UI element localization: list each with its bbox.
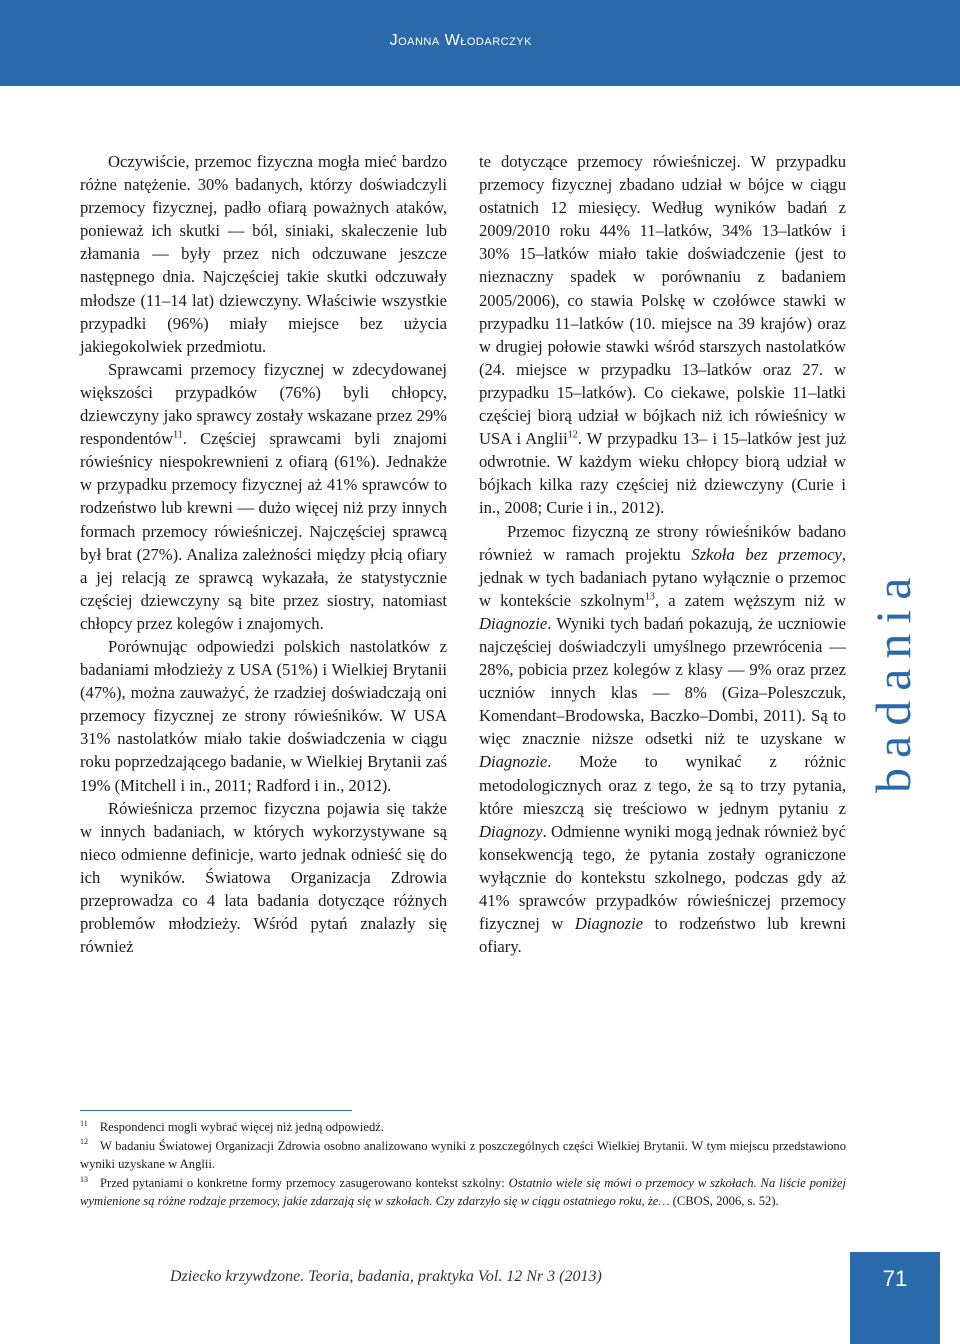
paragraph: Sprawcami przemocy fizycznej w zdecydowanej większości przypadków (76%) byli chłopcy, dziewczyny jako sprawcy zostały wskazane przez 29% respondentów$^{11}$. Częściej sprawcami byli znajomi rówieśnicy niespokrewnieni z ofiarą (61%). Jednakże w przypadku przemocy fizycznej aż 41% sprawców to rodzeństwo lub krewni — dużo więcej niż przy innych formach przemocy rówieśniczej. Najczęściej sprawcą był brat (27%). Analiza zależności między płcią ofiary a jej relacją ze sprawcą wykazała, że statystycznie częściej dziewczyny są bite przez siostry, natomiast chłopcy przez kolegów i znajomych.: [80, 359, 447, 633]
footnote-ref-12[interactable]: 12: [567, 429, 578, 441]
paragraph: Przemoc fizyczną ze strony rówieśników badano również w ramach projektu Szkoła bez przemocy, jednak w tych badaniach pytano wyłącznie o przemoc w kontekście szkolnym$^{13}$, a zatem węższym niż w Diagnozie. Wyniki tych badań pokazują, że uczniowie najczęściej doświadczyli umyślnego przewrócenia — 28%, pobicia przez kolegów z klasy — 9% oraz przez uczniów innych klas — 8% (Giza–Poleszczuk, Komendant–Brodowska, Baczko–Dombi, 2011). Są to więc znacznie niższe odsetki niż te uzyskane w Diagnozie. Może to wynikać z różnic metodologicznych oraz z tego, że są to trzy pytania, które mieszczą się treściowo w jednym pytaniu z Diagnozy. Odmienne wyniki mogą jednak również być konsekwencją tego, że pytania zostały ograniczone wyłącznie do kontekstu szkolnego, podczas gdy aż 41% sprawców przypadków rówieśniczej przemocy fizycznej w Diagnozie to rodzeństwo lub krewni ofiary.: [479, 521, 846, 957]
footnote-12: $^{12}$ W badaniu Światowej Organizacji Zdrowia osobno analizowano wyniki z poszczególnych części Wielkiej Brytanii. W tym miejscu przedstawiono wyniki uzyskane w Anglii.: [80, 1137, 846, 1172]
left-column: [80, 150, 447, 958]
paragraph: Oczywiście, przemoc fizyczna mogła mieć bardzo różne natężenie. 30% badanych, którzy doświadczyli przemocy fizycznej, padło ofiarą poważnych ataków, ponieważ ich skutki — ból, siniaki, skaleczenie lub złamania — były przez nich odczuwane jeszcze następnego dnia. Najczęściej takie skutki odczuwały młodsze (11–14 lat) dziewczyny. Właściwie wszystkie przypadki (96%) miały miejsce bez użycia jakiegokolwiek przedmiotu.: [80, 152, 447, 356]
header-bar: [0, 0, 960, 86]
footnote-ref-13[interactable]: 13: [644, 591, 655, 603]
footnote-divider: [80, 1110, 352, 1111]
footnotes: [80, 1118, 846, 1211]
paragraph: te dotyczące przemocy rówieśniczej. W przypadku przemocy fizycznej zbadano udział w bójce w ciągu ostatnich 12 miesięcy. Według wyników badań z 2009/2010 roku 44% 11–latków, 34% 13–latków i 30% 15–latków miało takie doświadczenie (jest to nieznaczny spadek w porównaniu z badaniem 2005/2006), co stawia Polskę w czołówce stawki w przypadku 11–latków (10. miejsce na 39 krajów) oraz w drugiej połowie stawki wśród starszych nastolatków (24. miejsce w przypadku 13–latków oraz 27. w przypadku 15–latków). Co ciekawe, polskie 11–latki częściej biorą udział w bójkach niż ich rówieśnicy w USA i Anglii$^{12}$. W przypadku 13– i 15–latków jest już odwrotnie. W każdym wieku chłopcy biorą udział w bójkach kilka razy częściej niż dziewczyny (Curie i in., 2008; Curie i in., 2012).: [479, 152, 846, 518]
paragraph: Rówieśnicza przemoc fizyczna pojawia się także w innych badaniach, w których wykorzystywane są nieco odmienne definicje, warto jednak odnieść się do ich wyników. Światowa Organizacja Zdrowia przeprowadza co 4 lata badania dotyczące różnych problemów młodzieży. Wśród pytań znalazły się również: [80, 798, 447, 957]
paragraph: Porównując odpowiedzi polskich nastolatków z badaniami młodzieży z USA (51%) i Wielkiej Brytanii (47%), można zauważyć, że rzadziej doświadczają oni przemocy fizycznej ze strony rówieśników. W USA 31% nastolatków miało takie doświadczenia w ciągu roku poprzedzającego badanie, w Wielkiej Brytanii zaś 19% (Mitchell i in., 2011; Radford i in., 2012).: [80, 636, 447, 795]
running-head-author: Joanna Włodarczyk: [389, 32, 532, 49]
footnote-13: $^{13}$ Przed pytaniami o konkretne formy przemocy zasugerowano kontekst szkolny: Ostatnio wiele się mówi o przemocy w szkołach. Na liście poniżej wymienione są różne rodzaje przemocy, jakie zdarzają się w szkołach. Czy zdarzyło się w ciągu ostatniego roku, że… (CBOS, 2006, s. 52).: [80, 1174, 847, 1209]
right-column: [479, 150, 846, 958]
footnote-11: $^{11}$ Respondenci mogli wybrać więcej niż jedną odpowiedź.: [80, 1118, 385, 1134]
section-side-label: badania: [865, 567, 921, 793]
footer-journal-title: Dziecko krzywdzone. Teoria, badania, praktyka Vol. 12 Nr 3 (2013): [170, 1268, 602, 1285]
footnote-ref-11[interactable]: 11: [173, 429, 183, 441]
page-number: 71: [882, 1266, 908, 1291]
page-number-box: [850, 1252, 940, 1344]
